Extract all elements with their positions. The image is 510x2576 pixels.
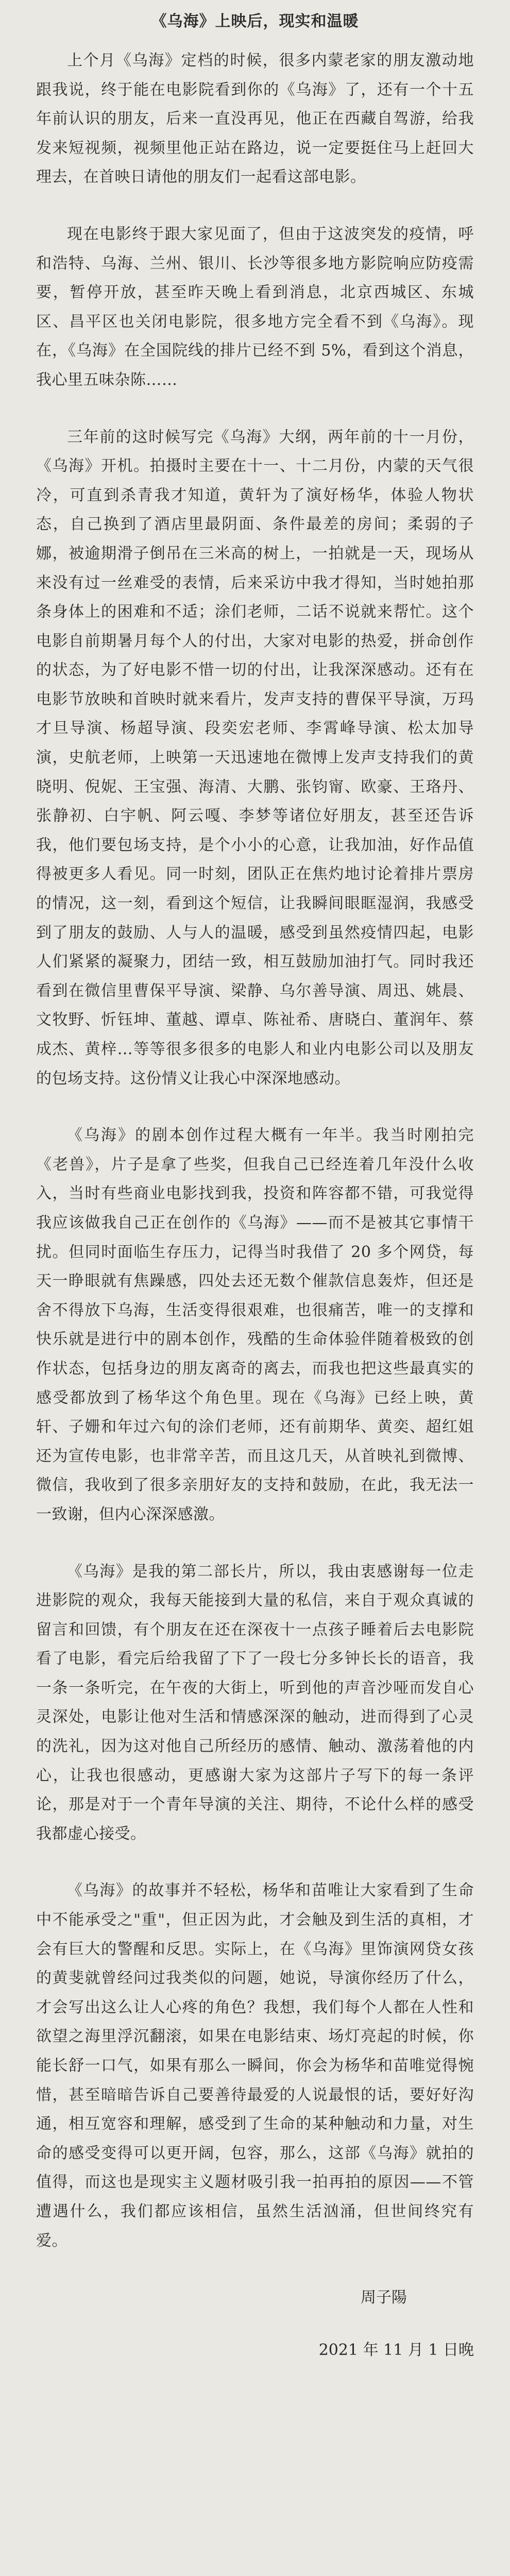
article-paragraph-2: 现在电影终于跟大家见面了，但由于这波突发的疫情，呼和浩特、乌海、兰州、银川、长沙等很多地方影院响应防疫需要，暂停开放，甚至昨天晚上看到消息，北京西城区、东城区、昌平区也关闭电影院，很多地方完全看不到《乌海》。现在，《乌海》在全国院线的排片已经不到 5%，看到这个消息，我心里五味杂陈…… xyxy=(36,225,474,389)
signature-date: 2021 年 11 月 1 日晚 xyxy=(318,2341,474,2360)
article-paragraph-1: 上个月《乌海》定档的时候，很多内蒙老家的朋友激动地跟我说，终于能在电影院看到你的《乌海》了，还有一个十五年前认识的朋友，后来一直没再见，他正在西藏自驾游，给我发来短视频，视频里他正站在路边，说一定要挺住马上赶回大理去，在首映日请他的朋友们一起看这部电影。 xyxy=(36,52,474,187)
article-paragraph-4: 《乌海》的剧本创作过程大概有一年半。我当时刚拍完《老兽》，片子是拿了些奖，但我自己已经连着几年没什么收入，当时有些商业电影找到我，投资和阵容都不错，可我觉得我应该做我自己正在创作的《乌海》——而不是被其它事情干扰。但同时面临生存压力，记得当时我借了 20 多个网贷，每天一睁眼就有焦躁感，四处去还无数个催款信息轰炸，但还是舍不得放下乌海，生活变得很艰难，也很痛苦，唯一的支撑和快乐就是进行中的剧本创作，残酷的生命体验伴随着极致的创作状态，包括身边的朋友离奇的离去，而我也把这些最真实的感受都放到了杨华这个角色里。现在《乌海》已经上映，黄轩、子姗和年过六旬的涂们老师，还有前期华、黄奕、超红姐还为宣传电影，也非常辛苦，而且这几天，从首映礼到微博、微信，我收到了很多亲朋好友的支持和鼓励，在此，我无法一一致谢，但内心深深感激。 xyxy=(36,1126,474,1523)
article-paragraph-3: 三年前的这时候写完《乌海》大纲，两年前的十一月份，《乌海》开机。拍摄时主要在十一、十二月份，内蒙的天气很冷，可直到杀青我才知道，黄轩为了演好杨华，体验人物状态，自己换到了酒店里最阴面、条件最差的房间；柔弱的子娜，被逾期滑子倒吊在三米高的树上，一拍就是一天，现场从来没有过一丝难受的表情，后来采访中我才得知，当时她拍那条身体上的困难和不适；涂们老师，二话不说就来帮忙。这个电影自前期暑月每个人的付出，大家对电影的热爱，拼命创作的状态，为了好电影不惜一切的付出，让我深深感动。还有在电影节放映和首映时就来看片，发声支持的曹保平导演，万玛才旦导演、杨超导演、段奕宏老师、李霄峰导演、松太加导演，史航老师，上映第一天迅速地在微博上发声支持我们的黄晓明、倪妮、王宝强、海清、大鹏、张钧甯、欧豪、王珞丹、张静初、白宇帆、阿云嘎、李梦等诸位好朋友，甚至还告诉我，他们要包场支持，是个小小的心意，让我加油，好作品值得被更多人看见。同一时刻，团队正在焦灼地讨论着排片票房的情况，这一刻，看到这个短信，让我瞬间眼眶湿润，我感受到了朋友的鼓励、人与人的温暖，感受到虽然疫情四起，电影人们紧紧的凝聚力，团结一致，相互鼓励加油打气。同时我还看到在微信里曹保平导演、梁静、乌尔善导演、周迅、姚晨、文牧野、忻钰坤、董越、谭卓、陈祉希、唐晓白、董润年、蔡成杰、黄梓…等等很多很多的电影人和业内电影公司以及朋友的包场支持。这份情义让我心中深深地感动。 xyxy=(36,428,474,1088)
signature-name: 周子陽 xyxy=(361,2289,407,2307)
article-title: 《乌海》上映后，现实和温暖 xyxy=(151,12,359,30)
article-paragraph-5: 《乌海》是我的第二部长片，所以，我由衷感谢每一位走进影院的观众，我每天能接到大量的私信，来自于观众真诚的留言和回馈，有个朋友在还在深夜十一点孩子睡着后去电影院看了电影，看完后给我留了下了一段七分多钟长长的语音，我一条一条听完，在午夜的大街上，听到他的声音沙哑而发自心灵深处，电影让他对生活和情感深深的触动，进而得到了心灵的洗礼，因为这对他自己所经历的感情、触动、激荡着他的内心，让我也很感动，更感谢大家为这部片子写下的每一条评论，那是对于一个青年导演的关注、期待，不论什么样的感受我都虚心接受。 xyxy=(36,1562,474,1843)
article-paragraph-6: 《乌海》的故事并不轻松，杨华和苗唯让大家看到了生命中不能承受之"重"，但正因为此，才会触及到生活的真相，才会有巨大的警醒和反思。实际上，在《乌海》里饰演网贷女孩的黄斐就曾经问过我类似的问题，她说，导演你经历了什么，才会写出这么让人心疼的角色？我想，我们每个人都在人性和欲望之海里浮沉翻滚，如果在电影结束、场灯亮起的时候，你能长舒一口气，如果有那么一瞬间，你会为杨华和苗唯觉得惋惜，甚至暗暗告诉自己要善待最爱的人说最恨的话，要好好沟通，相互宽容和理解，感受到了生命的某种触动和力量，对生命的感受变得可以更开阔，包容，那么，这部《乌海》就拍的值得，而这也是现实主义题材吸引我一拍再拍的原因——不管遭遇什么，我们都应该相信，虽然生活汹涌，但世间终究有爱。 xyxy=(36,1882,474,2250)
